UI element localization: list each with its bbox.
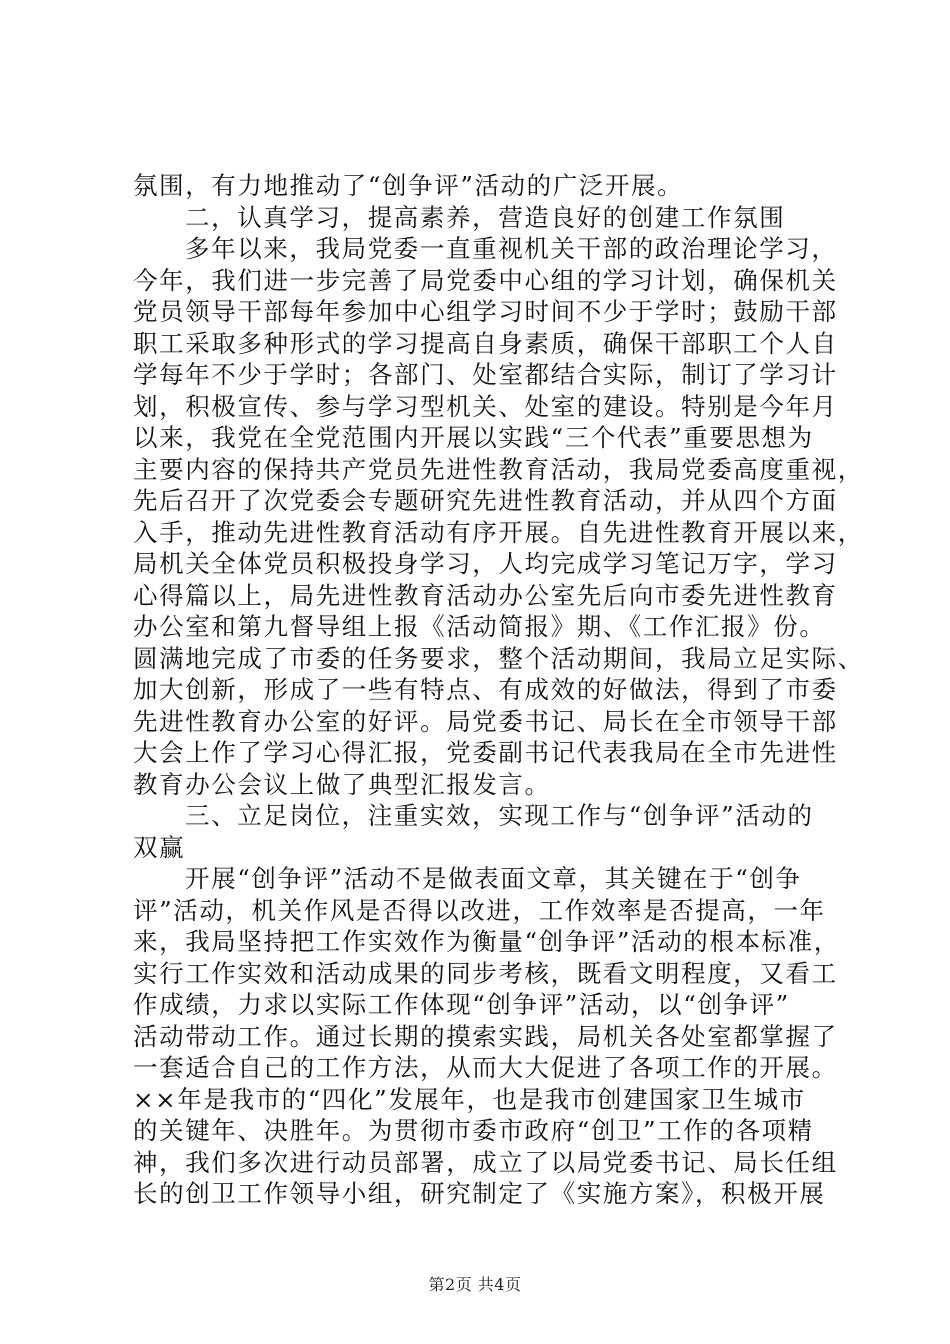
document-body [133,170,864,1210]
text-line: 以来，我党在全党范围内开展以实践“三个代表”重要思想为 [133,423,814,452]
text-line: 氛围，有力地推动了“创争评”活动的广泛开展。 [133,171,684,200]
text-line: 先后召开了次党委会专题研究先进性教育活动，并从四个方面 [133,486,838,515]
text-line: 局机关全体党员积极投身学习，人均完成学习笔记万字，学习 [133,549,838,578]
text-line: 作成绩，力求以实际工作体现“创争评”活动，以“创争评” [133,990,790,1019]
text-line: 职工采取多种形式的学习提高自身素质，确保干部职工个人自 [133,328,838,358]
text-line: 长的创卫工作领导小组，研究制定了《实施方案》，积极开展 [133,1179,826,1208]
text-line: 实行工作实效和活动成果的同步考核，既看文明程度，又看工 [133,958,838,988]
text-line: 来，我局坚持把工作实效作为衡量“创争评”活动的根本标准， [133,927,840,956]
text-line: 主要内容的保持共产党员先进性教育活动，我局党委高度重视， [133,454,864,484]
text-line: 先进性教育办公室的好评。局党委书记、局长在全市领导干部 [133,706,838,736]
section-heading: 三、立足岗位，注重实效，实现工作与“创争评”活动的 [185,801,814,830]
text-line: 今年，我们进一步完善了局党委中心组的学习计划，确保机关 [133,265,838,295]
text-line: 加大创新，形成了一些有特点、有成效的好做法，得到了市委 [133,675,838,704]
text-line: 活动带动工作。通过长期的摸索实践，局机关各处室都掌握了 [133,1021,838,1051]
text-line: 的关键年、决胜年。为贯彻市委市政府“创卫”工作的各项精 [133,1116,814,1145]
text-line: 评”活动，机关作风是否得以改进，工作效率是否提高，一年 [133,895,826,925]
paragraph-first-line: 开展“创争评”活动不是做表面文章，其关键在于“创争 [185,864,802,893]
text-line: 党员领导干部每年参加中心组学习时间不少于学时；鼓励干部 [133,297,838,326]
text-line: 学每年不少于学时；各部门、处室都结合实际，制订了学习计 [133,360,838,389]
text-line: 心得篇以上，局先进性教育活动办公室先后向市委先进性教育 [133,580,838,610]
section-heading-continuation: 双赢 [133,832,186,862]
text-line: 一套适合自己的工作方法，从而大大促进了各项工作的开展。 [133,1053,838,1082]
text-line: 教育办公会议上做了典型汇报发言。 [133,769,551,799]
text-line: 入手，推动先进性教育活动有序开展。自先进性教育开展以来， [133,517,864,547]
text-line: 办公室和第九督导组上报《活动简报》期、《工作汇报》份。 [133,612,826,641]
text-line: 划，积极宣传、参与学习型机关、处室的建设。特别是今年月 [133,391,838,421]
text-line: 神，我们多次进行动员部署，成立了以局党委书记、局长任组 [133,1147,838,1177]
paragraph-first-line: 多年以来，我局党委一直重视机关干部的政治理论学习， [185,234,838,263]
text-line: ××年是我市的“四化”发展年，也是我市创建国家卫生城市 [133,1084,806,1114]
text-line: 大会上作了学习心得汇报，党委副书记代表我局在全市先进性 [133,738,838,767]
section-heading: 二，认真学习，提高素养，营造良好的创建工作氛围 [185,202,786,232]
page-number: 第2页 共4页 [428,1275,522,1294]
text-line: 圆满地完成了市委的任务要求，整个活动期间，我局立足实际、 [133,643,864,673]
